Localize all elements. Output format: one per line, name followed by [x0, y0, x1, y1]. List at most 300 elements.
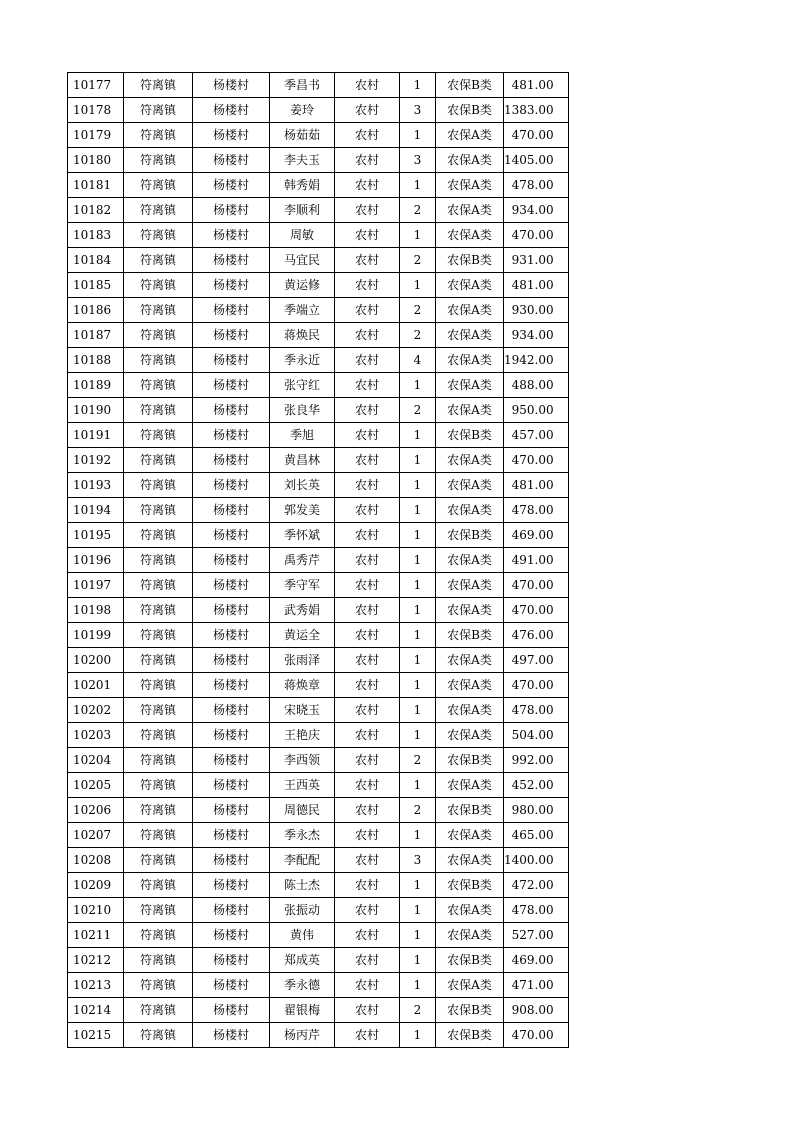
insurance-class-cell: 农保A类 — [436, 973, 504, 998]
village-cell: 杨楼村 — [193, 948, 270, 973]
household-count-cell: 2 — [400, 198, 436, 223]
table-row — [68, 148, 569, 173]
data-table — [67, 72, 569, 1048]
insurance-class-cell: 农保A类 — [436, 823, 504, 848]
name-cell: 季永德 — [270, 973, 335, 998]
table-row — [68, 923, 569, 948]
area-type-cell: 农村 — [335, 348, 400, 373]
household-count-cell: 1 — [400, 673, 436, 698]
table-row — [68, 748, 569, 773]
amount-cell: 1405.00 — [504, 148, 569, 173]
area-type-cell: 农村 — [335, 773, 400, 798]
household-count-cell: 2 — [400, 298, 436, 323]
name-cell: 张振动 — [270, 898, 335, 923]
table-row — [68, 223, 569, 248]
table-row — [68, 498, 569, 523]
town-cell: 符离镇 — [124, 423, 193, 448]
name-cell: 郑成英 — [270, 948, 335, 973]
record-id-cell: 10199 — [68, 623, 124, 648]
area-type-cell: 农村 — [335, 723, 400, 748]
town-cell: 符离镇 — [124, 898, 193, 923]
household-count-cell: 2 — [400, 323, 436, 348]
name-cell: 宋晓玉 — [270, 698, 335, 723]
table-row — [68, 348, 569, 373]
insurance-class-cell: 农保A类 — [436, 598, 504, 623]
area-type-cell: 农村 — [335, 423, 400, 448]
amount-cell: 481.00 — [504, 473, 569, 498]
area-type-cell: 农村 — [335, 923, 400, 948]
area-type-cell: 农村 — [335, 623, 400, 648]
table-row — [68, 73, 569, 98]
table-row — [68, 523, 569, 548]
record-id-cell: 10189 — [68, 373, 124, 398]
village-cell: 杨楼村 — [193, 773, 270, 798]
amount-cell: 478.00 — [504, 698, 569, 723]
area-type-cell: 农村 — [335, 173, 400, 198]
insurance-class-cell: 农保A类 — [436, 548, 504, 573]
insurance-class-cell: 农保A类 — [436, 173, 504, 198]
insurance-class-cell: 农保A类 — [436, 123, 504, 148]
name-cell: 季永近 — [270, 348, 335, 373]
town-cell: 符离镇 — [124, 823, 193, 848]
table-row — [68, 1023, 569, 1048]
town-cell: 符离镇 — [124, 373, 193, 398]
area-type-cell: 农村 — [335, 123, 400, 148]
amount-cell: 504.00 — [504, 723, 569, 748]
name-cell: 蒋焕民 — [270, 323, 335, 348]
town-cell: 符离镇 — [124, 223, 193, 248]
table-row — [68, 873, 569, 898]
record-id-cell: 10211 — [68, 923, 124, 948]
village-cell: 杨楼村 — [193, 73, 270, 98]
town-cell: 符离镇 — [124, 798, 193, 823]
village-cell: 杨楼村 — [193, 498, 270, 523]
village-cell: 杨楼村 — [193, 98, 270, 123]
household-count-cell: 1 — [400, 448, 436, 473]
amount-cell: 472.00 — [504, 873, 569, 898]
area-type-cell: 农村 — [335, 1023, 400, 1048]
town-cell: 符离镇 — [124, 448, 193, 473]
household-count-cell: 2 — [400, 248, 436, 273]
amount-cell: 1942.00 — [504, 348, 569, 373]
amount-cell: 465.00 — [504, 823, 569, 848]
insurance-class-cell: 农保A类 — [436, 323, 504, 348]
village-cell: 杨楼村 — [193, 248, 270, 273]
household-count-cell: 1 — [400, 573, 436, 598]
amount-cell: 478.00 — [504, 173, 569, 198]
table-row — [68, 473, 569, 498]
name-cell: 黄昌林 — [270, 448, 335, 473]
household-count-cell: 2 — [400, 798, 436, 823]
table-row — [68, 648, 569, 673]
name-cell: 李西领 — [270, 748, 335, 773]
household-count-cell: 1 — [400, 523, 436, 548]
insurance-class-cell: 农保A类 — [436, 898, 504, 923]
name-cell: 李顺利 — [270, 198, 335, 223]
name-cell: 黄伟 — [270, 923, 335, 948]
insurance-class-cell: 农保B类 — [436, 73, 504, 98]
table-row — [68, 723, 569, 748]
insurance-class-cell: 农保A类 — [436, 298, 504, 323]
insurance-class-cell: 农保B类 — [436, 623, 504, 648]
household-count-cell: 1 — [400, 898, 436, 923]
amount-cell: 469.00 — [504, 523, 569, 548]
area-type-cell: 农村 — [335, 873, 400, 898]
household-count-cell: 1 — [400, 723, 436, 748]
area-type-cell: 农村 — [335, 673, 400, 698]
amount-cell: 1400.00 — [504, 848, 569, 873]
town-cell: 符离镇 — [124, 998, 193, 1023]
insurance-class-cell: 农保B类 — [436, 798, 504, 823]
village-cell: 杨楼村 — [193, 648, 270, 673]
town-cell: 符离镇 — [124, 623, 193, 648]
household-count-cell: 1 — [400, 373, 436, 398]
amount-cell: 481.00 — [504, 73, 569, 98]
record-id-cell: 10180 — [68, 148, 124, 173]
record-id-cell: 10200 — [68, 648, 124, 673]
village-cell: 杨楼村 — [193, 873, 270, 898]
village-cell: 杨楼村 — [193, 998, 270, 1023]
village-cell: 杨楼村 — [193, 348, 270, 373]
town-cell: 符离镇 — [124, 923, 193, 948]
village-cell: 杨楼村 — [193, 198, 270, 223]
name-cell: 李配配 — [270, 848, 335, 873]
name-cell: 张良华 — [270, 398, 335, 423]
village-cell: 杨楼村 — [193, 848, 270, 873]
area-type-cell: 农村 — [335, 948, 400, 973]
village-cell: 杨楼村 — [193, 623, 270, 648]
table-row — [68, 848, 569, 873]
household-count-cell: 1 — [400, 648, 436, 673]
amount-cell: 457.00 — [504, 423, 569, 448]
village-cell: 杨楼村 — [193, 123, 270, 148]
village-cell: 杨楼村 — [193, 398, 270, 423]
insurance-class-cell: 农保A类 — [436, 648, 504, 673]
household-count-cell: 2 — [400, 748, 436, 773]
area-type-cell: 农村 — [335, 398, 400, 423]
name-cell: 刘长英 — [270, 473, 335, 498]
household-count-cell: 2 — [400, 998, 436, 1023]
town-cell: 符离镇 — [124, 598, 193, 623]
area-type-cell: 农村 — [335, 248, 400, 273]
amount-cell: 980.00 — [504, 798, 569, 823]
village-cell: 杨楼村 — [193, 748, 270, 773]
record-id-cell: 10185 — [68, 273, 124, 298]
table-row — [68, 998, 569, 1023]
record-id-cell: 10196 — [68, 548, 124, 573]
amount-cell: 488.00 — [504, 373, 569, 398]
town-cell: 符离镇 — [124, 773, 193, 798]
insurance-class-cell: 农保B类 — [436, 248, 504, 273]
village-cell: 杨楼村 — [193, 298, 270, 323]
record-id-cell: 10192 — [68, 448, 124, 473]
village-cell: 杨楼村 — [193, 673, 270, 698]
amount-cell: 527.00 — [504, 923, 569, 948]
record-id-cell: 10210 — [68, 898, 124, 923]
town-cell: 符离镇 — [124, 648, 193, 673]
table-row — [68, 123, 569, 148]
table-row — [68, 623, 569, 648]
amount-cell: 934.00 — [504, 323, 569, 348]
amount-cell: 470.00 — [504, 123, 569, 148]
name-cell: 陈士杰 — [270, 873, 335, 898]
table-row — [68, 398, 569, 423]
village-cell: 杨楼村 — [193, 148, 270, 173]
area-type-cell: 农村 — [335, 598, 400, 623]
area-type-cell: 农村 — [335, 298, 400, 323]
table-row — [68, 698, 569, 723]
name-cell: 黄运修 — [270, 273, 335, 298]
village-cell: 杨楼村 — [193, 523, 270, 548]
household-count-cell: 1 — [400, 973, 436, 998]
table-row — [68, 273, 569, 298]
name-cell: 翟银梅 — [270, 998, 335, 1023]
amount-cell: 476.00 — [504, 623, 569, 648]
village-cell: 杨楼村 — [193, 823, 270, 848]
area-type-cell: 农村 — [335, 198, 400, 223]
name-cell: 王西英 — [270, 773, 335, 798]
village-cell: 杨楼村 — [193, 923, 270, 948]
table-row — [68, 448, 569, 473]
area-type-cell: 农村 — [335, 273, 400, 298]
insurance-class-cell: 农保A类 — [436, 198, 504, 223]
town-cell: 符离镇 — [124, 748, 193, 773]
name-cell: 季守军 — [270, 573, 335, 598]
insurance-class-cell: 农保A类 — [436, 698, 504, 723]
record-id-cell: 10198 — [68, 598, 124, 623]
name-cell: 季旭 — [270, 423, 335, 448]
name-cell: 季端立 — [270, 298, 335, 323]
name-cell: 禹秀芹 — [270, 548, 335, 573]
area-type-cell: 农村 — [335, 823, 400, 848]
area-type-cell: 农村 — [335, 148, 400, 173]
insurance-class-cell: 农保A类 — [436, 348, 504, 373]
household-count-cell: 1 — [400, 823, 436, 848]
village-cell: 杨楼村 — [193, 448, 270, 473]
table-row — [68, 323, 569, 348]
area-type-cell: 农村 — [335, 798, 400, 823]
area-type-cell: 农村 — [335, 973, 400, 998]
household-count-cell: 1 — [400, 498, 436, 523]
amount-cell: 469.00 — [504, 948, 569, 973]
insurance-class-cell: 农保A类 — [436, 848, 504, 873]
household-count-cell: 1 — [400, 598, 436, 623]
village-cell: 杨楼村 — [193, 898, 270, 923]
town-cell: 符离镇 — [124, 1023, 193, 1048]
amount-cell: 470.00 — [504, 573, 569, 598]
area-type-cell: 农村 — [335, 223, 400, 248]
town-cell: 符离镇 — [124, 298, 193, 323]
table-row — [68, 948, 569, 973]
insurance-class-cell: 农保A类 — [436, 398, 504, 423]
area-type-cell: 农村 — [335, 648, 400, 673]
insurance-class-cell: 农保B类 — [436, 873, 504, 898]
household-count-cell: 1 — [400, 623, 436, 648]
household-count-cell: 1 — [400, 423, 436, 448]
town-cell: 符离镇 — [124, 973, 193, 998]
insurance-class-cell: 农保B类 — [436, 748, 504, 773]
record-id-cell: 10190 — [68, 398, 124, 423]
town-cell: 符离镇 — [124, 148, 193, 173]
area-type-cell: 农村 — [335, 898, 400, 923]
town-cell: 符离镇 — [124, 948, 193, 973]
table-row — [68, 598, 569, 623]
amount-cell: 470.00 — [504, 1023, 569, 1048]
table-row — [68, 373, 569, 398]
area-type-cell: 农村 — [335, 373, 400, 398]
record-id-cell: 10195 — [68, 523, 124, 548]
household-count-cell: 1 — [400, 923, 436, 948]
household-count-cell: 2 — [400, 398, 436, 423]
village-cell: 杨楼村 — [193, 223, 270, 248]
household-count-cell: 1 — [400, 123, 436, 148]
record-id-cell: 10186 — [68, 298, 124, 323]
record-id-cell: 10179 — [68, 123, 124, 148]
record-id-cell: 10214 — [68, 998, 124, 1023]
town-cell: 符离镇 — [124, 523, 193, 548]
amount-cell: 992.00 — [504, 748, 569, 773]
town-cell: 符离镇 — [124, 248, 193, 273]
village-cell: 杨楼村 — [193, 548, 270, 573]
village-cell: 杨楼村 — [193, 373, 270, 398]
record-id-cell: 10188 — [68, 348, 124, 373]
record-id-cell: 10197 — [68, 573, 124, 598]
area-type-cell: 农村 — [335, 523, 400, 548]
table-row — [68, 248, 569, 273]
household-count-cell: 1 — [400, 1023, 436, 1048]
town-cell: 符离镇 — [124, 873, 193, 898]
name-cell: 蒋焕章 — [270, 673, 335, 698]
name-cell: 周敏 — [270, 223, 335, 248]
insurance-class-cell: 农保A类 — [436, 673, 504, 698]
town-cell: 符离镇 — [124, 198, 193, 223]
table-body — [68, 73, 569, 1048]
insurance-class-cell: 农保B类 — [436, 1023, 504, 1048]
name-cell: 李夫玉 — [270, 148, 335, 173]
name-cell: 武秀娟 — [270, 598, 335, 623]
household-count-cell: 1 — [400, 73, 436, 98]
village-cell: 杨楼村 — [193, 273, 270, 298]
record-id-cell: 10202 — [68, 698, 124, 723]
area-type-cell: 农村 — [335, 473, 400, 498]
table-row — [68, 173, 569, 198]
name-cell: 季永杰 — [270, 823, 335, 848]
name-cell: 王艳庆 — [270, 723, 335, 748]
record-id-cell: 10204 — [68, 748, 124, 773]
area-type-cell: 农村 — [335, 548, 400, 573]
area-type-cell: 农村 — [335, 998, 400, 1023]
name-cell: 张雨泽 — [270, 648, 335, 673]
amount-cell: 471.00 — [504, 973, 569, 998]
village-cell: 杨楼村 — [193, 973, 270, 998]
record-id-cell: 10206 — [68, 798, 124, 823]
record-id-cell: 10184 — [68, 248, 124, 273]
area-type-cell: 农村 — [335, 848, 400, 873]
record-id-cell: 10181 — [68, 173, 124, 198]
amount-cell: 452.00 — [504, 773, 569, 798]
name-cell: 杨茹茹 — [270, 123, 335, 148]
name-cell: 季怀斌 — [270, 523, 335, 548]
village-cell: 杨楼村 — [193, 798, 270, 823]
household-count-cell: 1 — [400, 773, 436, 798]
household-count-cell: 3 — [400, 848, 436, 873]
amount-cell: 934.00 — [504, 198, 569, 223]
record-id-cell: 10183 — [68, 223, 124, 248]
name-cell: 杨丙芹 — [270, 1023, 335, 1048]
insurance-class-cell: 农保B类 — [436, 948, 504, 973]
table-row — [68, 798, 569, 823]
name-cell: 姜玲 — [270, 98, 335, 123]
insurance-class-cell: 农保B类 — [436, 998, 504, 1023]
record-id-cell: 10207 — [68, 823, 124, 848]
town-cell: 符离镇 — [124, 848, 193, 873]
town-cell: 符离镇 — [124, 548, 193, 573]
town-cell: 符离镇 — [124, 73, 193, 98]
record-id-cell: 10203 — [68, 723, 124, 748]
insurance-class-cell: 农保A类 — [436, 223, 504, 248]
table-row — [68, 973, 569, 998]
table-row — [68, 673, 569, 698]
town-cell: 符离镇 — [124, 473, 193, 498]
amount-cell: 931.00 — [504, 248, 569, 273]
amount-cell: 930.00 — [504, 298, 569, 323]
household-count-cell: 1 — [400, 223, 436, 248]
town-cell: 符离镇 — [124, 98, 193, 123]
amount-cell: 491.00 — [504, 548, 569, 573]
area-type-cell: 农村 — [335, 323, 400, 348]
village-cell: 杨楼村 — [193, 1023, 270, 1048]
amount-cell: 470.00 — [504, 223, 569, 248]
town-cell: 符离镇 — [124, 323, 193, 348]
insurance-class-cell: 农保A类 — [436, 723, 504, 748]
insurance-class-cell: 农保A类 — [436, 148, 504, 173]
amount-cell: 497.00 — [504, 648, 569, 673]
area-type-cell: 农村 — [335, 573, 400, 598]
amount-cell: 950.00 — [504, 398, 569, 423]
name-cell: 季昌书 — [270, 73, 335, 98]
insurance-class-cell: 农保A类 — [436, 473, 504, 498]
table-row — [68, 773, 569, 798]
record-id-cell: 10182 — [68, 198, 124, 223]
name-cell: 张守红 — [270, 373, 335, 398]
table-row — [68, 548, 569, 573]
town-cell: 符离镇 — [124, 573, 193, 598]
record-id-cell: 10193 — [68, 473, 124, 498]
amount-cell: 470.00 — [504, 598, 569, 623]
household-count-cell: 3 — [400, 98, 436, 123]
household-count-cell: 1 — [400, 948, 436, 973]
insurance-class-cell: 农保A类 — [436, 273, 504, 298]
insurance-class-cell: 农保B类 — [436, 98, 504, 123]
record-id-cell: 10201 — [68, 673, 124, 698]
insurance-class-cell: 农保A类 — [436, 573, 504, 598]
record-id-cell: 10209 — [68, 873, 124, 898]
amount-cell: 470.00 — [504, 673, 569, 698]
village-cell: 杨楼村 — [193, 573, 270, 598]
area-type-cell: 农村 — [335, 73, 400, 98]
table-row — [68, 573, 569, 598]
amount-cell: 1383.00 — [504, 98, 569, 123]
amount-cell: 470.00 — [504, 448, 569, 473]
name-cell: 韩秀娟 — [270, 173, 335, 198]
record-id-cell: 10191 — [68, 423, 124, 448]
village-cell: 杨楼村 — [193, 723, 270, 748]
village-cell: 杨楼村 — [193, 598, 270, 623]
insurance-class-cell: 农保B类 — [436, 523, 504, 548]
town-cell: 符离镇 — [124, 398, 193, 423]
record-id-cell: 10178 — [68, 98, 124, 123]
household-count-cell: 1 — [400, 548, 436, 573]
